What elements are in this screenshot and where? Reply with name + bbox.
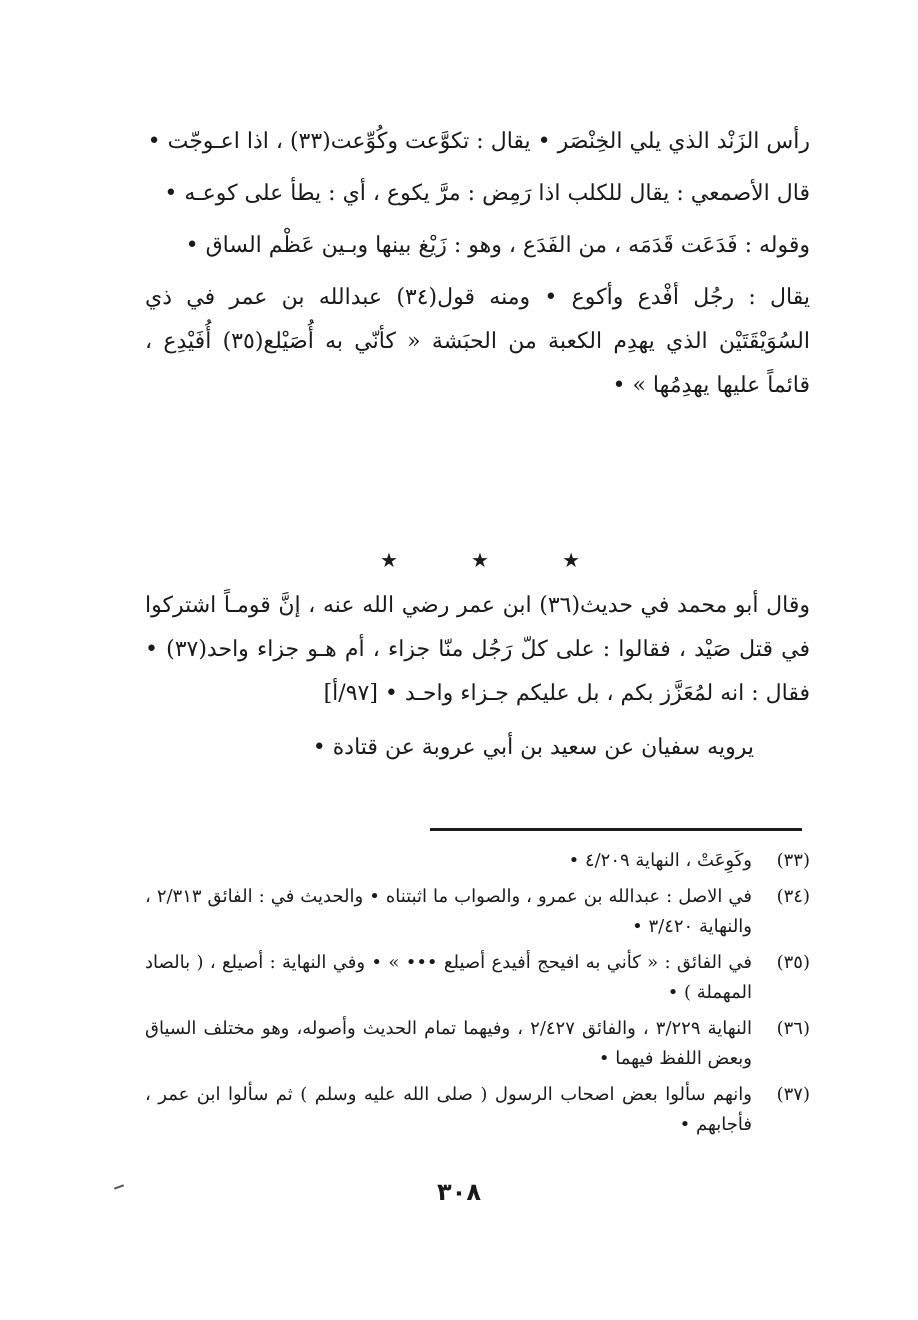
footnote: [145, 882, 810, 942]
page-number: ٣٠٨: [437, 1178, 481, 1206]
footnote-separator: [430, 828, 802, 831]
main-text-upper: [145, 120, 810, 408]
star-icon: ★: [562, 548, 580, 572]
footnote-number: (٣٦): [776, 1018, 810, 1039]
footnote: [145, 846, 810, 876]
star-icon: ★: [380, 548, 398, 572]
section-divider-stars: [380, 548, 580, 572]
paragraph-5: وقال أبو محمد في حديث(٣٦) ابن عمر رضي الله عنه ، إنَّ قومـاً اشتركوا في قتل صَيْد ، فقالوا : على كلّ رَجُل منّا جزاء ، أم هـو جزاء واحد(٣٧) • فقال : انه لمُعَزَّز بكم ، بل عليكم جـزاء واحـد • [٩٧/أ]: [145, 593, 810, 706]
main-text-lower: [145, 584, 810, 770]
paragraph-4: يقال : رجُل أفْدع وأكوع • ومنه قول(٣٤) عبدالله بن عمر في ذي السُوَيْقَتَيْن الذي يهدِم الكعبة من الحبَشة « كأنّي به أُصَيْلع(٣٥) أُفَيْدِع ، قائماً عليها يهدِمُها » •: [145, 285, 810, 398]
paragraph-2: قال الأصمعي : يقال للكلب اذا رَمِض : مرَّ يكوع ، أي : يطأ على كوعـه •: [164, 181, 810, 206]
footnotes: [145, 846, 810, 1146]
footnote-text: وكَوِعَتْ ، النهاية ٤/٢٠٩ •: [568, 850, 752, 871]
footnote-text: النهاية ٣/٢٢٩ ، والفائق ٢/٤٢٧ ، وفيهما تمام الحديث وأصوله، وهو مختلف السياق وبعض اللفظ فيهما •: [145, 1018, 752, 1069]
star-icon: ★: [471, 548, 489, 572]
footnote-number: (٣٣): [776, 850, 810, 871]
footnote-text: في الاصل : عبدالله بن عمرو ، والصواب ما اثبتناه • والحديث في : الفائق ٢/٣١٣ ، والنهاية ٣/٤٢٠ •: [145, 886, 753, 937]
footnote-text: وانهم سألوا بعض اصحاب الرسول ( صلى الله عليه وسلم ) ثم سألوا ابن عمر ، فأجابهم •: [145, 1084, 752, 1135]
paragraph-6: يرويه سفيان عن سعيد بن أبي عروبة عن قتادة •: [312, 735, 754, 760]
footnote-number: (٣٥): [776, 952, 810, 973]
footnote-number: (٣٧): [776, 1084, 810, 1105]
scan-mark: [114, 1184, 124, 1189]
footnote-number: (٣٤): [776, 886, 810, 907]
footnote-text: في الفائق : « كأني به افيحج أفيدع أصيلع ••• » • وفي النهاية : أصيلع ، ( بالصاد المهملة ) •: [145, 952, 752, 1003]
footnote: [145, 1080, 810, 1140]
footnote: [145, 948, 810, 1008]
paragraph-1: رأس الزَنْد الذي يلي الخِنْصَر • يقال : تكوَّعت وكُوِّعت(٣٣) ، اذا اعـوجّت •: [147, 129, 810, 154]
footnote: [145, 1014, 810, 1074]
paragraph-3: وقوله : فَدَعَت قَدَمَه ، من الفَدَع ، وهو : زَيْغ بينها وبـين عَظْم الساق •: [185, 233, 810, 258]
